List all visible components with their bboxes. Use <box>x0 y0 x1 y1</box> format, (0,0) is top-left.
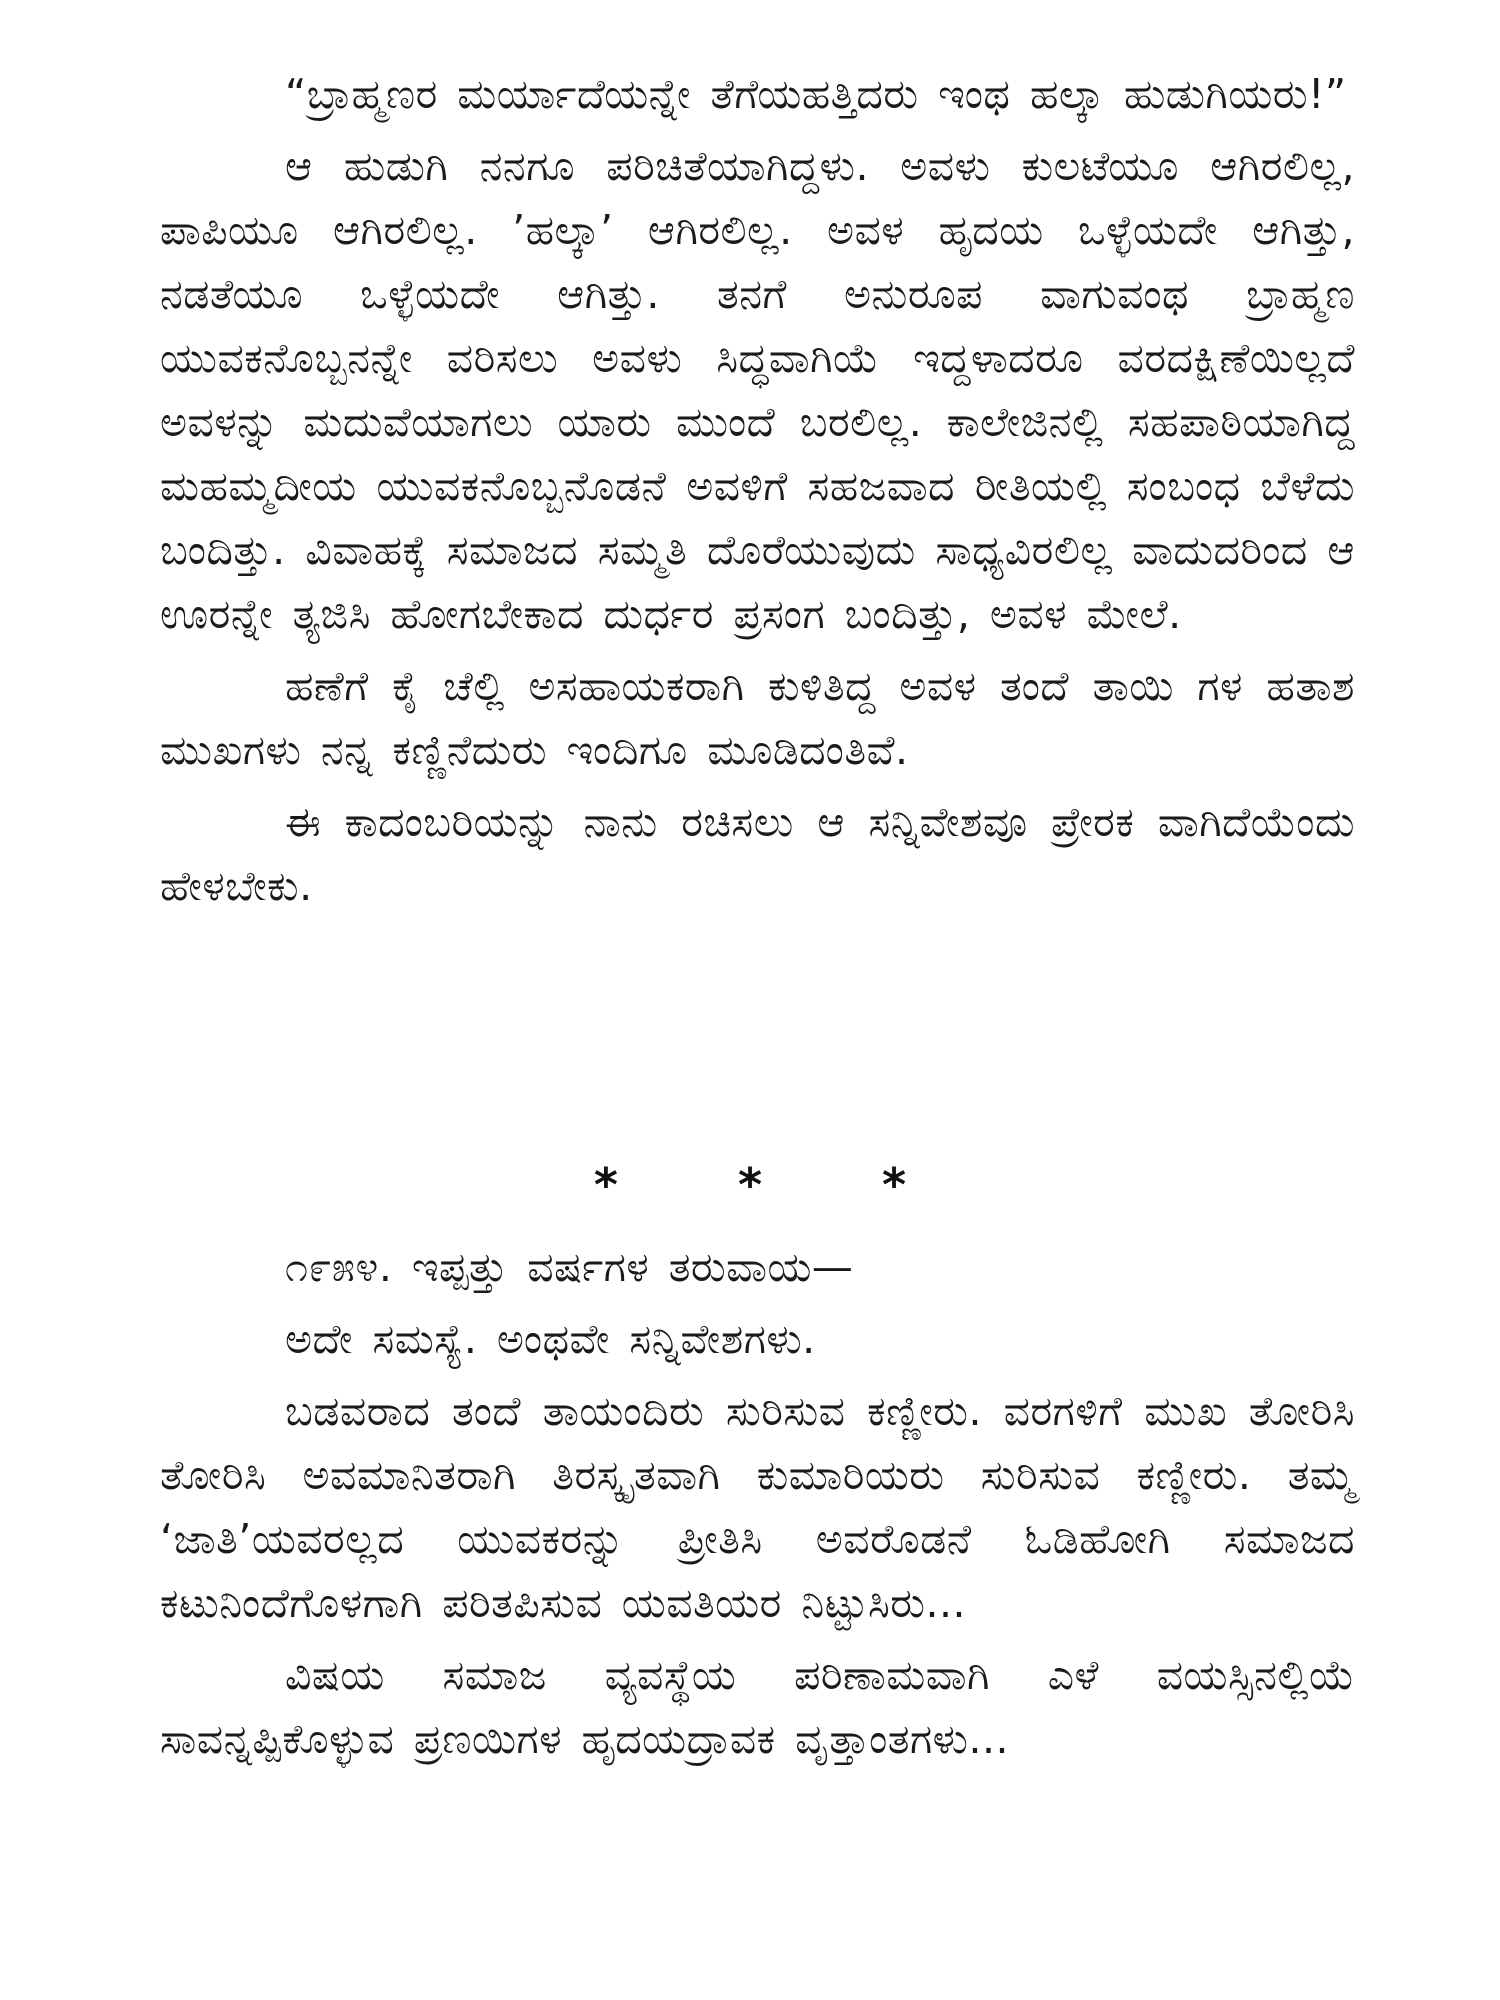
section-two <box>160 1235 1355 1779</box>
paragraph-7: ಬಡವರಾದ ತಂದೆ ತಾಯಂದಿರು ಸುರಿಸುವ ಕಣ್ಣೀರು. ವರಗಳಿಗೆ ಮುಖ ತೋರಿಸಿ ತೋರಿಸಿ ಅವಮಾನಿತರಾಗಿ ತಿರಸ್ಕೃತವಾಗಿ ಕುಮಾರಿಯರು ಸುರಿಸುವ ಕಣ್ಣೀರು. ತಮ್ಮ ‘ಜಾತಿ’ಯವರಲ್ಲದ ಯುವಕರನ್ನು ಪ್ರೀತಿಸಿ ಅವರೊಡನೆ ಓಡಿಹೋಗಿ ಸಮಾಜದ ಕಟುನಿಂದೆಗೊಳಗಾಗಿ ಪರಿತಪಿಸುವ ಯವತಿಯರ ನಿಟ್ಟುಸಿರು... <box>160 1387 1355 1627</box>
paragraph-3: ಹಣೆಗೆ ಕೈ ಚೆಲ್ಲಿ ಅಸಹಾಯಕರಾಗಿ ಕುಳಿತಿದ್ದ ಅವಳ ತಂದೆ ತಾಯಿ ಗಳ ಹತಾಶ ಮುಖಗಳು ನನ್ನ ಕಣ್ಣಿನೆದುರು ಇಂದಿಗೂ ಮೂಡಿದಂತಿವೆ. <box>160 662 1355 774</box>
paragraph-4: ಈ ಕಾದಂಬರಿಯನ್ನು ನಾನು ರಚಿಸಲು ಆ ಸನ್ನಿವೇಶವೂ ಪ್ರೇರಕ ವಾಗಿದೆಯೆಂದು ಹೇಳಬೇಕು. <box>160 798 1355 910</box>
paragraph-5: ೧೯೫೪. ಇಪ್ಪತ್ತು ವರ್ಷಗಳ ತರುವಾಯ— <box>285 1243 854 1291</box>
paragraph-6: ಅದೇ ಸಮಸ್ಯೆ. ಅಂಥವೇ ಸನ್ನಿವೇಶಗಳು. <box>285 1315 816 1363</box>
paragraph-1: “ಬ್ರಾಹ್ಮಣರ ಮರ್ಯಾದೆಯನ್ನೇ ತೆಗೆಯಹತ್ತಿದರು ಇಂಥ ಹಲ್ಕಾ ಹುಡುಗಿಯರು!” <box>285 70 1347 118</box>
paragraph-8: ವಿಷಯ ಸಮಾಜ ವ್ಯವಸ್ಥೆಯ ಪರಿಣಾಮವಾಗಿ ಎಳೆ ವಯಸ್ಸಿನಲ್ಲಿಯೆ ಸಾವನ್ನಪ್ಪಿಕೊಳ್ಳುವ ಪ್ರಣಯಿಗಳ ಹೃದಯದ್ರಾವಕ ವೃತ್ತಾಂತಗಳು... <box>160 1651 1355 1763</box>
section-one <box>160 62 1355 926</box>
paragraph-2: ಆ ಹುಡುಗಿ ನನಗೂ ಪರಿಚಿತೆಯಾಗಿದ್ದಳು. ಅವಳು ಕುಲಟೆಯೂ ಆಗಿರಲಿಲ್ಲ, ಪಾಪಿಯೂ ಆಗಿರಲಿಲ್ಲ. ’ಹಲ್ಕಾ’ ಆಗಿರಲಿಲ್ಲ. ಅವಳ ಹೃದಯ ಒಳ್ಳೆಯದೇ ಆಗಿತ್ತು, ನಡತೆಯೂ ಒಳ್ಳೆಯದೇ ಆಗಿತ್ತು. ತನಗೆ ಅನುರೂಪ ವಾಗುವಂಥ ಬ್ರಾಹ್ಮಣ ಯುವಕನೊಬ್ಬನನ್ನೇ ವರಿಸಲು ಅವಳು ಸಿದ್ಧವಾಗಿಯೆ ಇದ್ದಳಾದರೂ ವರದಕ್ಷಿಣೆಯಿಲ್ಲದೆ ಅವಳನ್ನು ಮದುವೆಯಾಗಲು ಯಾರು ಮುಂದೆ ಬರಲಿಲ್ಲ. ಕಾಲೇಜಿನಲ್ಲಿ ಸಹಪಾಠಿಯಾಗಿದ್ದ ಮಹಮ್ಮದೀಯ ಯುವಕನೊಬ್ಬನೊಡನೆ ಅವಳಿಗೆ ಸಹಜವಾದ ರೀತಿಯಲ್ಲಿ ಸಂಬಂಧ ಬೆಳೆದು ಬಂದಿತ್ತು. ವಿವಾಹಕ್ಕೆ ಸಮಾಜದ ಸಮ್ಮತಿ ದೊರೆಯುವುದು ಸಾಧ್ಯವಿರಲಿಲ್ಲ ವಾದುದರಿಂದ ಆ ಊರನ್ನೇ ತ್ಯಜಿಸಿ ಹೋಗಬೇಕಾದ ದುರ್ಧರ ಪ್ರಸಂಗ ಬಂದಿತ್ತು, ಅವಳ ಮೇಲೆ. <box>160 142 1355 638</box>
section-separator: * * * <box>593 1158 959 1212</box>
